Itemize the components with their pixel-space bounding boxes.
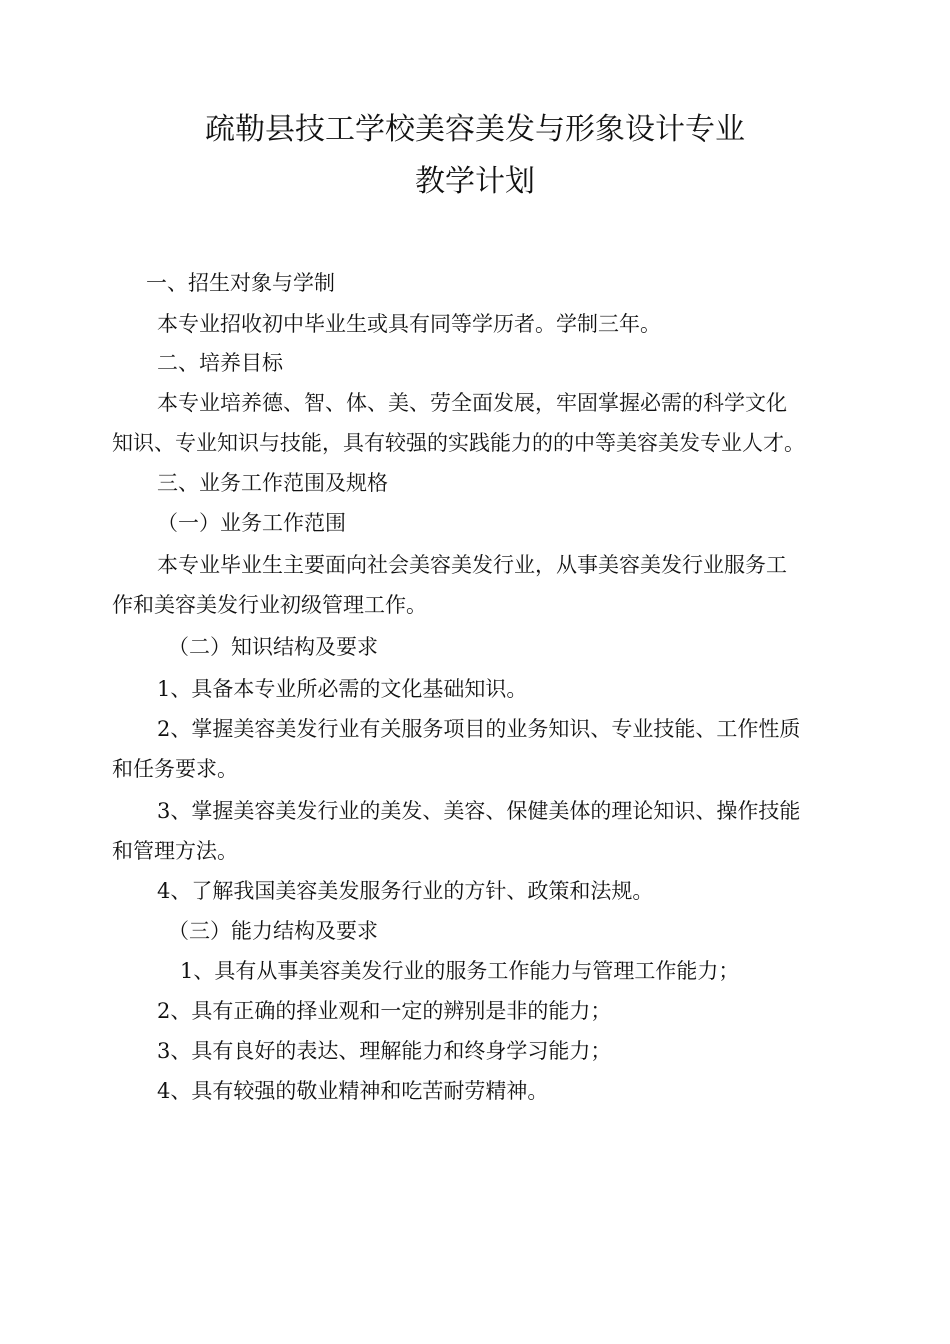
subsection-heading: （二）知识结构及要求	[168, 635, 378, 659]
document-subtitle: 教学计划	[415, 164, 535, 199]
paragraph-line: 知识、专业知识与技能，具有较强的实践能力的的中等美容美发专业人才。	[112, 431, 805, 455]
list-item: 3、掌握美容美发行业的美发、美容、保健美体的理论知识、操作技能	[157, 799, 801, 823]
list-item: 3、具有良好的表达、理解能力和终身学习能力；	[157, 1039, 612, 1063]
section-heading: 二、培养目标	[157, 351, 283, 375]
document-title: 疏勒县技工学校美容美发与形象设计专业	[205, 112, 745, 147]
list-item: 1、具备本专业所必需的文化基础知识。	[157, 677, 528, 701]
list-item: 2、具有正确的择业观和一定的辨别是非的能力；	[157, 999, 612, 1023]
list-item: 4、具有较强的敬业精神和吃苦耐劳精神。	[157, 1079, 549, 1103]
list-item: 4、了解我国美容美发服务行业的方针、政策和法规。	[157, 879, 654, 903]
subsection-heading: （一）业务工作范围	[157, 511, 346, 535]
paragraph-line: 本专业招收初中毕业生或具有同等学历者。学制三年。	[157, 312, 661, 336]
subsection-heading: （三）能力结构及要求	[168, 919, 378, 943]
list-item: 1、具有从事美容美发行业的服务工作能力与管理工作能力；	[180, 959, 740, 983]
section-heading: 三、业务工作范围及规格	[157, 471, 388, 495]
list-item-continuation: 和管理方法。	[112, 839, 238, 863]
list-item-continuation: 和任务要求。	[112, 757, 238, 781]
paragraph-line: 作和美容美发行业初级管理工作。	[112, 593, 427, 617]
paragraph-line: 本专业毕业生主要面向社会美容美发行业，从事美容美发行业服务工	[157, 553, 787, 577]
list-item: 2、掌握美容美发行业有关服务项目的业务知识、专业技能、工作性质	[157, 717, 801, 741]
paragraph-line: 本专业培养德、智、体、美、劳全面发展，牢固掌握必需的科学文化	[157, 391, 787, 415]
section-heading: 一、招生对象与学制	[146, 271, 335, 295]
